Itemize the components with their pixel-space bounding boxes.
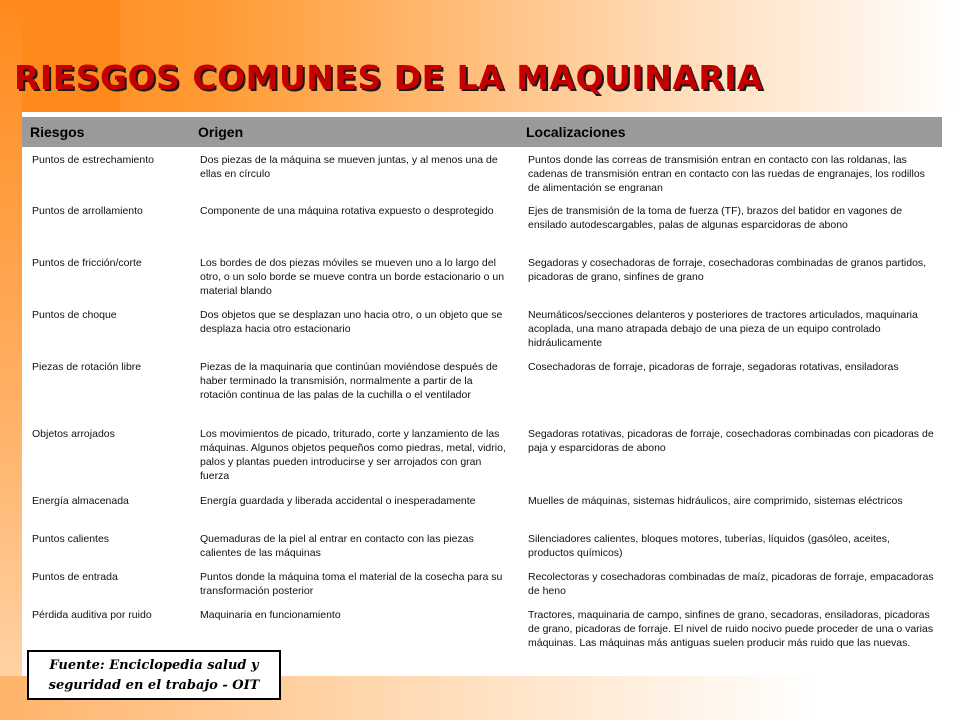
cell-riesgo: Puntos de fricción/corte xyxy=(32,257,142,269)
table-row xyxy=(22,490,942,528)
cell-riesgo: Energía almacenada xyxy=(32,495,129,507)
table-row xyxy=(22,200,942,252)
slide-title: RIESGOS COMUNES DE LA MAQUINARIA xyxy=(14,58,764,97)
cell-localizacion: Recolectoras y cosechadoras combinadas de maíz, picadoras de forraje, empacadoras de heno xyxy=(528,571,934,597)
cell-origen: Componente de una máquina rotativa expuesto o desprotegido xyxy=(200,205,494,217)
cell-origen: Puntos donde la máquina toma el material de la cosecha para su transformación posterior xyxy=(200,571,503,597)
cell-origen: Energía guardada y liberada accidental o inesperadamente xyxy=(200,495,476,507)
cell-localizacion: Segadoras y cosechadoras de forraje, cosechadoras combinadas de granos partidos, picadoras de grano, sinfines de grano xyxy=(528,257,927,283)
source-citation-box xyxy=(27,650,281,700)
table-header-row xyxy=(22,117,942,148)
cell-riesgo: Piezas de rotación libre xyxy=(32,361,142,373)
cell-localizacion: Neumáticos/secciones delanteros y posteriores de tractores articulados, maquinaria acoplada, una mano atrapada debajo de una pieza de un equipo controlado hidráulicamente xyxy=(528,309,918,349)
cell-localizacion: Muelles de máquinas, sistemas hidráulicos, aire comprimido, sistemas eléctricos xyxy=(528,495,903,507)
cell-riesgo: Puntos de arrollamiento xyxy=(32,205,143,217)
table-row xyxy=(22,252,942,304)
table-row xyxy=(22,528,942,566)
cell-riesgo: Puntos de choque xyxy=(32,309,117,321)
hazards-table xyxy=(22,117,942,666)
header-origen: Origen xyxy=(190,117,518,148)
cell-origen: Dos objetos que se desplazan uno hacia otro, o un objeto que se desplaza hacia otro estacionario xyxy=(200,309,503,335)
table-row xyxy=(22,356,942,423)
table-row xyxy=(22,423,942,490)
cell-origen: Los bordes de dos piezas móviles se mueven uno a lo largo del otro, o un solo borde se mueve contra un borde estacionario o un material blando xyxy=(200,257,505,297)
source-line-1: Fuente: Enciclopedia salud y xyxy=(49,658,259,673)
cell-riesgo: Pérdida auditiva por ruido xyxy=(32,609,152,621)
table-row xyxy=(22,566,942,604)
source-line-2: seguridad en el trabajo - OIT xyxy=(48,678,260,693)
cell-origen: Piezas de la maquinaria que continúan moviéndose después de haber terminado la transmisión, normalmente a partir de la rotación continua de las palas de la cuchilla o el ventilador xyxy=(200,361,498,401)
cell-localizacion: Tractores, maquinaria de campo, sinfines de grano, secadoras, ensiladoras, picadoras de grano, picadoras de forraje. El nivel de ruido nocivo puede proceder de una o varias máquinas. Las máquinas más antiguas suelen producir más ruido que las nuevas. xyxy=(528,609,934,649)
cell-origen: Quemaduras de la piel al entrar en contacto con las piezas calientes de las máquinas xyxy=(200,533,474,559)
table-row xyxy=(22,304,942,356)
cell-riesgo: Puntos de estrechamiento xyxy=(32,154,154,166)
cell-localizacion: Ejes de transmisión de la toma de fuerza (TF), brazos del batidor en vagones de ensilado autodescargables, palas de algunas esparcidoras de abono xyxy=(528,205,903,231)
cell-localizacion: Puntos donde las correas de transmisión entran en contacto con las roldanas, las cadenas de transmisión entran en contacto con las ruedas de engranajes, los rodillos de alimentación se engranan xyxy=(528,154,925,194)
cell-localizacion: Cosechadoras de forraje, picadoras de forraje, segadoras rotativas, ensiladoras xyxy=(528,361,899,373)
cell-riesgo: Puntos calientes xyxy=(32,533,110,545)
table-row xyxy=(22,148,942,200)
left-gradient-band xyxy=(0,0,22,720)
cell-localizacion: Silenciadores calientes, bloques motores, tuberías, líquidos (gasóleo, aceites, productos químicos) xyxy=(528,533,890,559)
header-localizaciones: Localizaciones xyxy=(518,117,942,148)
cell-origen: Dos piezas de la máquina se mueven juntas, y al menos una de ellas en círculo xyxy=(200,154,498,180)
cell-riesgo: Objetos arrojados xyxy=(32,428,115,440)
cell-localizacion: Segadoras rotativas, picadoras de forraje, cosechadoras combinadas con picadoras de paja y esparcidoras de abono xyxy=(528,428,934,454)
cell-riesgo: Puntos de entrada xyxy=(32,571,118,583)
hazards-table-container xyxy=(22,117,942,673)
cell-origen: Maquinaria en funcionamiento xyxy=(200,609,341,621)
cell-origen: Los movimientos de picado, triturado, corte y lanzamiento de las máquinas. Algunos objetos pequeños como piedras, metal, vidrio, palos y plantas pueden introducirse y ser arrojados con gran fuerza xyxy=(200,428,506,482)
header-riesgos: Riesgos xyxy=(22,117,190,148)
